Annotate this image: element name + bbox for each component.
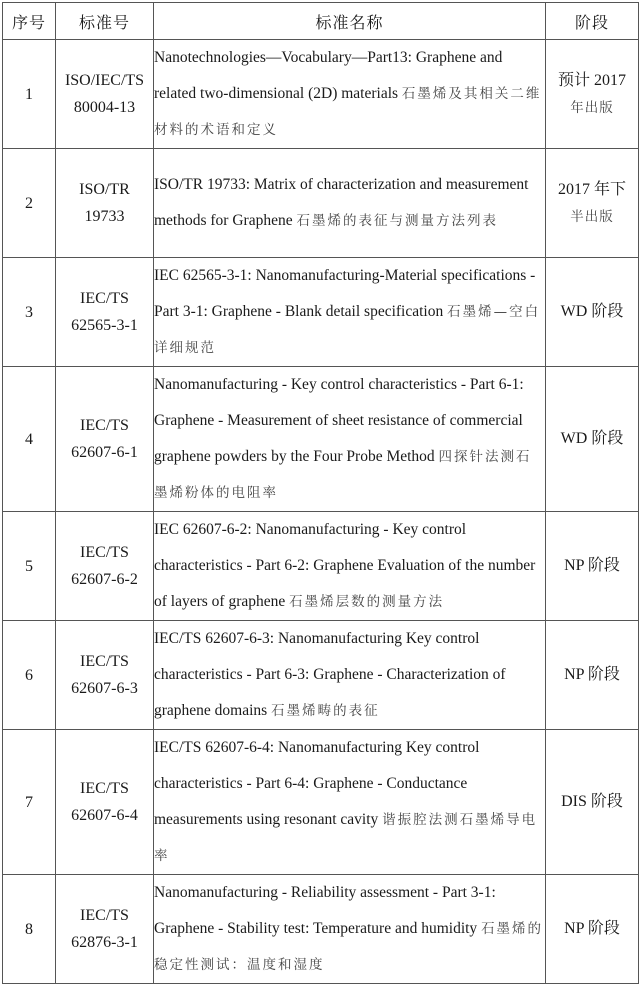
standard-code-cell (56, 730, 154, 875)
table-row (3, 258, 639, 367)
stage-text: WD 阶段 (560, 430, 624, 447)
stage-text-line2: 半出版 (570, 208, 614, 225)
stage-text: WD 阶段 (560, 303, 624, 320)
standard-name-en: ISO/TR 19733: Matrix of characterization and measurement methods for Graphene (154, 176, 529, 229)
standard-code-line1: IEC/TS (80, 417, 129, 434)
standard-name-cell (154, 258, 546, 367)
standard-code-cell (56, 149, 154, 258)
standard-name-cell (154, 40, 546, 149)
header-serial-no: 序号 (3, 3, 56, 40)
table-row (3, 40, 639, 149)
table-row (3, 730, 639, 875)
serial-no-cell (3, 40, 56, 149)
serial-no-cell (3, 730, 56, 875)
standard-name-en: Nanotechnologies—Vocabulary—Part13: Graphene and related two-dimensional (2D) materials (154, 49, 503, 102)
standard-code-line2: 62876-3-1 (71, 934, 138, 951)
standard-code-cell (56, 621, 154, 730)
standard-name-cell (154, 621, 546, 730)
table-row (3, 367, 639, 512)
standard-code-line1: ISO/TR (79, 181, 130, 198)
standard-name-zh: 石墨烯层数的测量方法 (289, 594, 445, 610)
standard-name-cell (154, 875, 546, 984)
stage-cell (546, 621, 639, 730)
standard-code-line1: IEC/TS (80, 780, 129, 797)
standard-name-zh: 石墨烯畴的表征 (271, 703, 380, 719)
standard-code-cell (56, 367, 154, 512)
standard-code-cell (56, 258, 154, 367)
standard-code-line2: 62565-3-1 (71, 317, 138, 334)
stage-cell (546, 367, 639, 512)
serial-no: 8 (25, 920, 33, 938)
serial-no: 5 (25, 557, 33, 575)
standard-code-line1: IEC/TS (80, 544, 129, 561)
table-row (3, 621, 639, 730)
standard-code-cell (56, 512, 154, 621)
stage-text: NP 阶段 (564, 920, 620, 937)
header-standard-name: 标准名称 (154, 3, 546, 40)
standard-code-line2: 62607-6-2 (71, 571, 138, 588)
standard-code-line2: 62607-6-3 (71, 680, 138, 697)
standard-name-cell (154, 367, 546, 512)
serial-no: 2 (25, 194, 33, 212)
table-row (3, 512, 639, 621)
stage-text: 预计 2017 (557, 71, 626, 89)
standard-name-en: IEC/TS 62607-6-3: Nanomanufacturing Key control characteristics - Part 6-3: Graphene - Characterization of graphene domains (154, 630, 506, 719)
serial-no-cell (3, 512, 56, 621)
standard-code-line2: 19733 (84, 208, 125, 225)
stage-text: 2017 年下 (557, 180, 626, 198)
standard-code-line2: 62607-6-1 (71, 444, 138, 461)
table-row (3, 149, 639, 258)
stage-cell (546, 149, 639, 258)
serial-no: 1 (25, 85, 33, 103)
serial-no-cell (3, 149, 56, 258)
standard-code-line1: IEC/TS (80, 907, 129, 924)
standard-name-zh: 石墨烯的表征与测量方法列表 (296, 213, 498, 229)
table-row (3, 875, 639, 984)
stage-cell (546, 40, 639, 149)
serial-no: 7 (25, 793, 33, 811)
standard-code-line1: ISO/IEC/TS (64, 72, 145, 89)
stage-cell (546, 512, 639, 621)
standard-name-en: Nanomanufacturing - Key control characteristics - Part 6-1: Graphene - Measurement of sheet resistance of commercial graphene powders by the Four Probe Method (154, 376, 524, 465)
header-row (3, 3, 639, 40)
serial-no-cell (3, 367, 56, 512)
stage-cell (546, 258, 639, 367)
standard-name-zh: 石墨烯的稳定性测试：温度和湿度 (154, 921, 544, 973)
standard-name-zh: 石墨烯—空白详细规范 (154, 304, 541, 356)
standard-name-en: IEC 62607-6-2: Nanomanufacturing - Key control characteristics - Part 6-2: Graphene Evaluation of the number of layers of graphene (154, 521, 536, 610)
serial-no: 4 (25, 430, 33, 448)
standard-code-line2: 80004-13 (73, 99, 136, 116)
standard-name-zh: 四探针法测石墨烯粉体的电阻率 (154, 449, 532, 501)
header-standard-code: 标准号 (56, 3, 154, 40)
serial-no-cell (3, 621, 56, 730)
standard-name-en: Nanomanufacturing - Reliability assessment - Part 3-1: Graphene - Stability test: Temperature and humidity (154, 884, 496, 937)
standard-name-en: IEC/TS 62607-6-4: Nanomanufacturing Key control characteristics - Part 6-4: Graphene - Conductance measurements using resonant cavity (154, 739, 480, 828)
stage-text: NP 阶段 (564, 666, 620, 683)
serial-no-cell (3, 258, 56, 367)
standard-code-cell (56, 40, 154, 149)
standard-name-cell (154, 512, 546, 621)
stage-text: DIS 阶段 (561, 793, 623, 810)
graphene-standards-table (2, 2, 639, 984)
standard-name-cell (154, 149, 546, 258)
serial-no: 6 (25, 666, 33, 684)
stage-text: NP 阶段 (564, 557, 620, 574)
standard-name-en: IEC 62565-3-1: Nanomanufacturing-Material specifications - Part 3-1: Graphene - Blank detail specification (154, 267, 536, 320)
serial-no: 3 (25, 303, 33, 321)
header-stage: 阶段 (546, 3, 639, 40)
standard-name-zh: 石墨烯及其相关二维材料的术语和定义 (154, 86, 542, 138)
standard-code-line1: IEC/TS (80, 290, 129, 307)
standard-name-cell (154, 730, 546, 875)
standard-name-zh: 谐振腔法测石墨烯导电率 (154, 812, 538, 864)
stage-text-line2: 年出版 (570, 99, 614, 116)
serial-no-cell (3, 875, 56, 984)
stage-cell (546, 730, 639, 875)
standard-code-line1: IEC/TS (80, 653, 129, 670)
standard-code-cell (56, 875, 154, 984)
stage-cell (546, 875, 639, 984)
standard-code-line2: 62607-6-4 (71, 807, 138, 824)
